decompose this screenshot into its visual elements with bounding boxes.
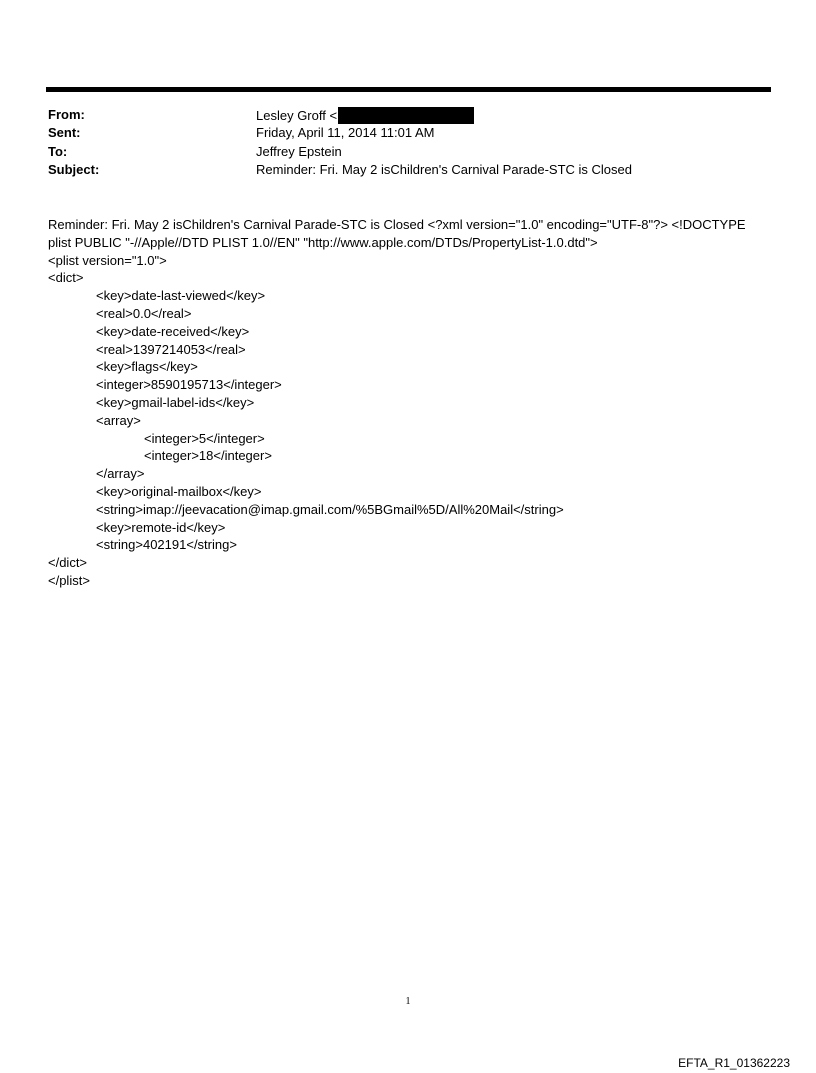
body-line: <dict> xyxy=(48,270,84,286)
body-line: <real>0.0</real> xyxy=(96,305,192,321)
from-name: Lesley Groff < xyxy=(256,108,338,123)
body-line: <key>gmail-label-ids</key> xyxy=(96,394,255,410)
sent-value: Friday, April 11, 2014 11:01 AM xyxy=(256,125,435,140)
body-line: <integer>18</integer> xyxy=(144,448,272,464)
redaction-block xyxy=(338,107,474,124)
page-number: 1 xyxy=(405,996,411,1007)
body-line: <real>1397214053</real> xyxy=(96,341,246,357)
body-line: <key>remote-id</key> xyxy=(96,519,226,535)
body-line: <string>imap://jeevacation@imap.gmail.com/%5BGmail%5D/All%20Mail</string> xyxy=(96,501,564,517)
document-id: EFTA_R1_01362223 xyxy=(678,1056,790,1070)
sent-label: Sent: xyxy=(48,125,81,140)
body-line: <string>402191</string> xyxy=(96,537,237,553)
body-intro: Reminder: Fri. May 2 isChildren's Carnival Parade-STC is Closed <?xml version="1.0" encoding="UTF-8"?> <!DOCTYPE plist PUBLIC "-//Apple//DTD PLIST 1.0//EN" "http://www.apple.com/DTDs/PropertyList-1.0.dtd"> xyxy=(48,217,746,250)
from-value xyxy=(256,107,474,124)
subject-value: Reminder: Fri. May 2 isChildren's Carnival Parade-STC is Closed xyxy=(256,162,632,177)
subject-label: Subject: xyxy=(48,162,100,177)
body-line: <key>date-last-viewed</key> xyxy=(96,288,266,304)
body-line: </dict> xyxy=(48,555,88,571)
from-label: From: xyxy=(48,107,85,122)
body-line: <plist version="1.0"> xyxy=(48,252,167,268)
email-body xyxy=(48,216,768,590)
body-line: <key>flags</key> xyxy=(96,359,198,375)
body-line: <array> xyxy=(96,412,141,428)
to-label: To: xyxy=(48,144,68,159)
body-line: <integer>5</integer> xyxy=(144,430,265,446)
body-line: <integer>8590195713</integer> xyxy=(96,377,282,393)
body-line: <key>original-mailbox</key> xyxy=(96,483,262,499)
to-value: Jeffrey Epstein xyxy=(256,144,342,159)
header-rule xyxy=(46,87,771,92)
body-line: </array> xyxy=(96,466,145,482)
body-line: </plist> xyxy=(48,572,90,588)
body-line: <key>date-received</key> xyxy=(96,323,250,339)
